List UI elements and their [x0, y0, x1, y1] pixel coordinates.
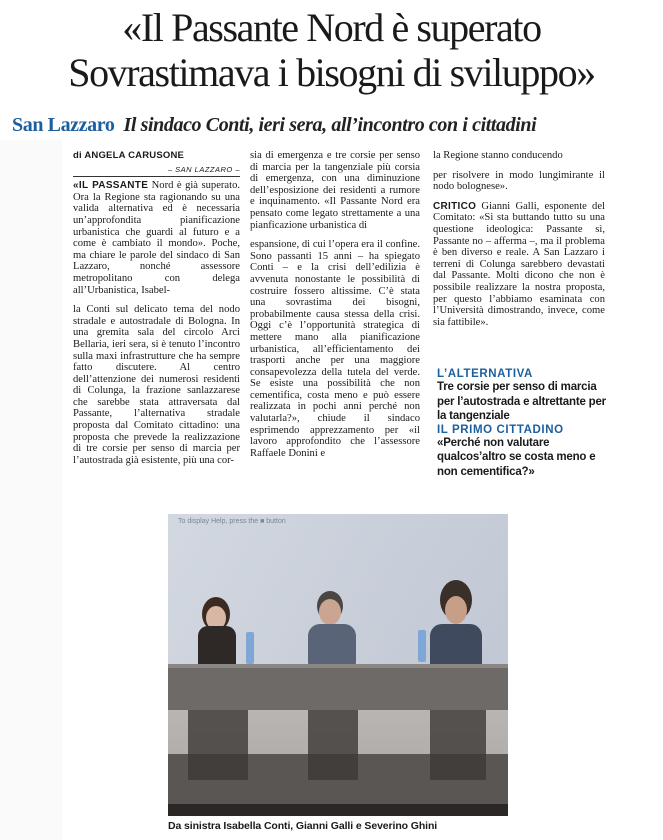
event-photo [168, 514, 508, 816]
photo-illustration [168, 514, 508, 816]
page-margin [0, 140, 62, 840]
subheadline [12, 114, 536, 137]
paragraph-text: Nord è già superato. Ora la Regione sta ragionando su una valida alternativa ed è necessaria un’approfondita pianificazione urbanistica che guardi al futuro e a come è cambiato il mondo». Poche, ma chiare le parole del sindaco di San Lazzaro, nonché assessore metropolitano con delega all’Urbanistica, Isabel- [73, 180, 241, 296]
article-column-2 [250, 150, 420, 459]
box-text-mayor: «Perché non valutare qualcos’altro se costa meno e non cementifica?» [437, 436, 596, 478]
paragraph: sia di emergenza e tre corsie per senso di marcia per la tangenziale più corsia di emergenza, con una diminuzione dell’esposizione dei residenti a rumore e inquinamento. «Il Passante Nord era pensato come legato strettamente a una pianficazione urbanistica di [250, 150, 420, 231]
paragraph: espansione, di cui l’opera era il confine. Sono passanti 15 anni – ha spiegato Conti – e la crisi dell’edilizia è avvenuta nonostante le possibilità di costruire fossero altissime. C’è stata una sovrastima dei bisogni, probabilmente causa stessa della crisi. Oggi c’è l’opportunità strategica di mettere mano alla pianificazione urbanistica, all’efficientamento dei trasporti anche per una maggiore consapevolezza della tutela del verde. Se esiste una possibilità che non cementifica, costa meno e può essere realizzata in pochi anni perché non valutarla?», chiude il sindaco esprimendo apprezzamento per «il lavoro approfondito che l’assessore Raffaele Donini e [250, 239, 420, 459]
headline-line-2: Sovrastimava i bisogni di sviluppo» [68, 50, 595, 95]
lead-in: «IL PASSANTE [73, 180, 149, 192]
paragraph: la Regione stanno conducendo [433, 150, 563, 161]
paragraph [73, 180, 240, 296]
article-column-1 [73, 150, 240, 466]
lead-in: CRITICO [433, 200, 477, 212]
headline-line-1: «Il Passante Nord è superato [122, 5, 541, 50]
box-heading-alternative: L’ALTERNATIVA [437, 368, 533, 380]
screen-text: To display Help, press the ■ button [178, 518, 286, 525]
article-column-3 [433, 150, 605, 328]
location-label: San Lazzaro [12, 114, 115, 136]
water-bottle [246, 632, 254, 664]
box-heading-mayor: IL PRIMO CITTADINO [437, 423, 564, 436]
highlight-box [437, 368, 609, 479]
paragraph [433, 201, 605, 329]
water-bottle [418, 630, 426, 662]
paragraph: la Conti sul delicato tema del nodo stradale e autostradale di Bologna. In una gremita sala del circolo Arci Bellaria, ieri sera, si è tenuto l’incontro sulla maxi infrastrutture che ha sempre fatto discutere. Al centro dell’attenzione dei numerosi residenti di Colunga, la frazione sanlazzarese che sarebbe stata attraversata dal Passante, l’alternativa stradale proposta dal Comitato cittadino: una proposta che prevede la realizzazione di tre corsie per senso di marcia per l’autostrada già esistente, più una cor- [73, 304, 240, 466]
byline: di ANGELA CARUSONE [73, 150, 185, 161]
table [168, 664, 508, 710]
dateline: – SAN LAZZARO – [73, 164, 240, 178]
paragraph: per risolvere in modo lungimirante il nodo bolognese». [433, 169, 605, 193]
box-text-alternative: Tre corsie per senso di marcia per l’autostrada e altrettante per la tangenziale [437, 381, 606, 422]
photo-caption: Da sinistra Isabella Conti, Gianni Galli e Severino Ghini [168, 820, 438, 832]
subheadline-text: Il sindaco Conti, ieri sera, all’incontro con i cittadini [123, 114, 537, 136]
paragraph-text: Gianni Galli, esponente del Comitato: «Si sta buttando tutto su una questione ideologica: Passante sì, Passante no – afferma –, ma il problema è ben diverso e reale. A San Lazzaro i terreni di Colunga sarebbero devastati dal Passante. Molti dicono che non è possibile realizzare la nostra proposta, per questo l’abbiamo esaminata con l’Università dimostrando, invece, come sia fattibile». [433, 200, 605, 328]
